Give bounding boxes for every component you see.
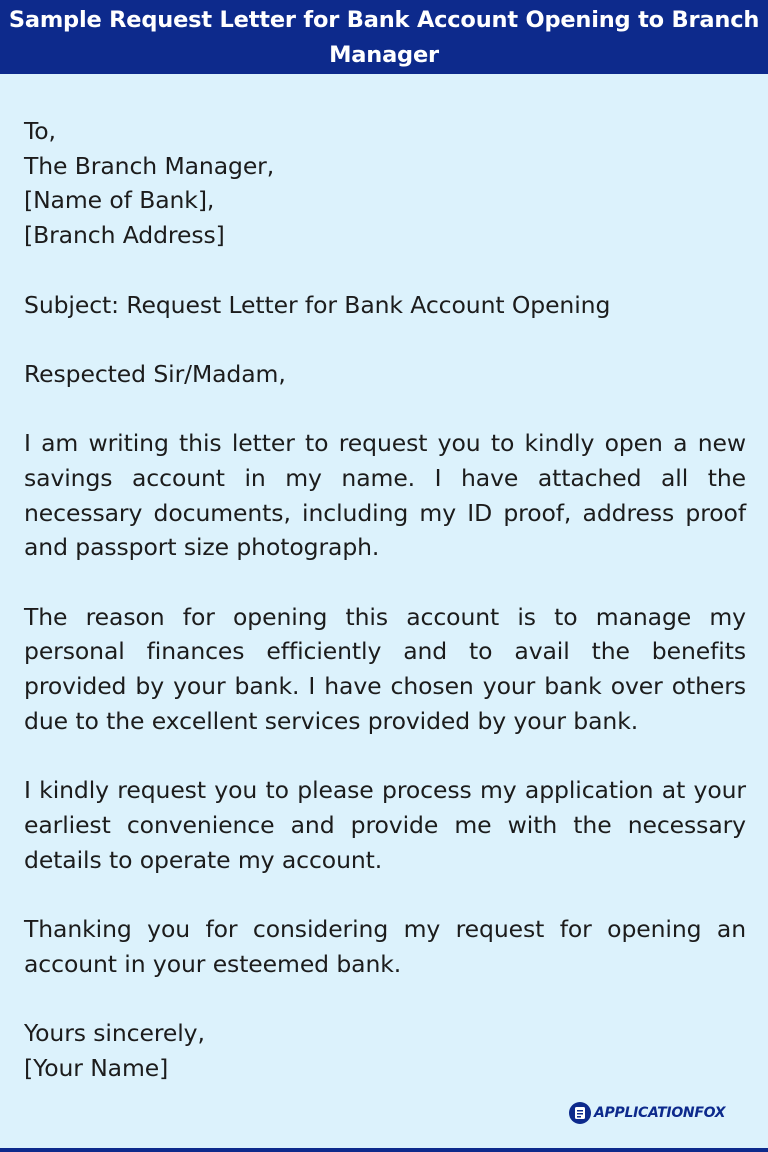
- recipient-line: [Name of Bank],: [24, 186, 215, 215]
- document-icon: [569, 1102, 591, 1124]
- recipient-line: To,: [24, 117, 56, 145]
- recipient-line: [Branch Address]: [24, 221, 225, 250]
- page-title: Sample Request Letter for Bank Account Opening to Branch Manager: [8, 7, 760, 68]
- body-paragraph: I kindly request you to please process my application at your earliest convenience and provide me with the necessary details to operate my account.: [24, 776, 746, 874]
- body-paragraph: I am writing this letter to request you to kindly open a new savings account in my name. I have attached all the necessary documents, including my ID proof, address proof and passport size photograph.: [24, 429, 746, 562]
- closing-line: Yours sincerely,: [24, 1019, 205, 1048]
- salutation: Respected Sir/Madam,: [24, 359, 286, 388]
- signature-line: [Your Name]: [24, 1053, 169, 1082]
- body-paragraph: The reason for opening this account is to manage my personal finances efficiently and to avail the benefits provided by your bank. I have chosen your bank over others due to the excellent services provided by your bank.: [24, 602, 746, 735]
- brand-name: APPLICATIONFOX: [594, 1105, 726, 1121]
- footer-bar: [0, 1148, 768, 1152]
- recipient-line: The Branch Manager,: [24, 151, 275, 180]
- header-bar: [0, 0, 768, 74]
- brand-logo: [569, 1101, 725, 1125]
- letter-body: [24, 114, 746, 1086]
- subject-line: Subject: Request Letter for Bank Account Opening: [24, 290, 611, 319]
- body-paragraph: Thanking you for considering my request for opening an account in your esteemed bank.: [24, 915, 746, 978]
